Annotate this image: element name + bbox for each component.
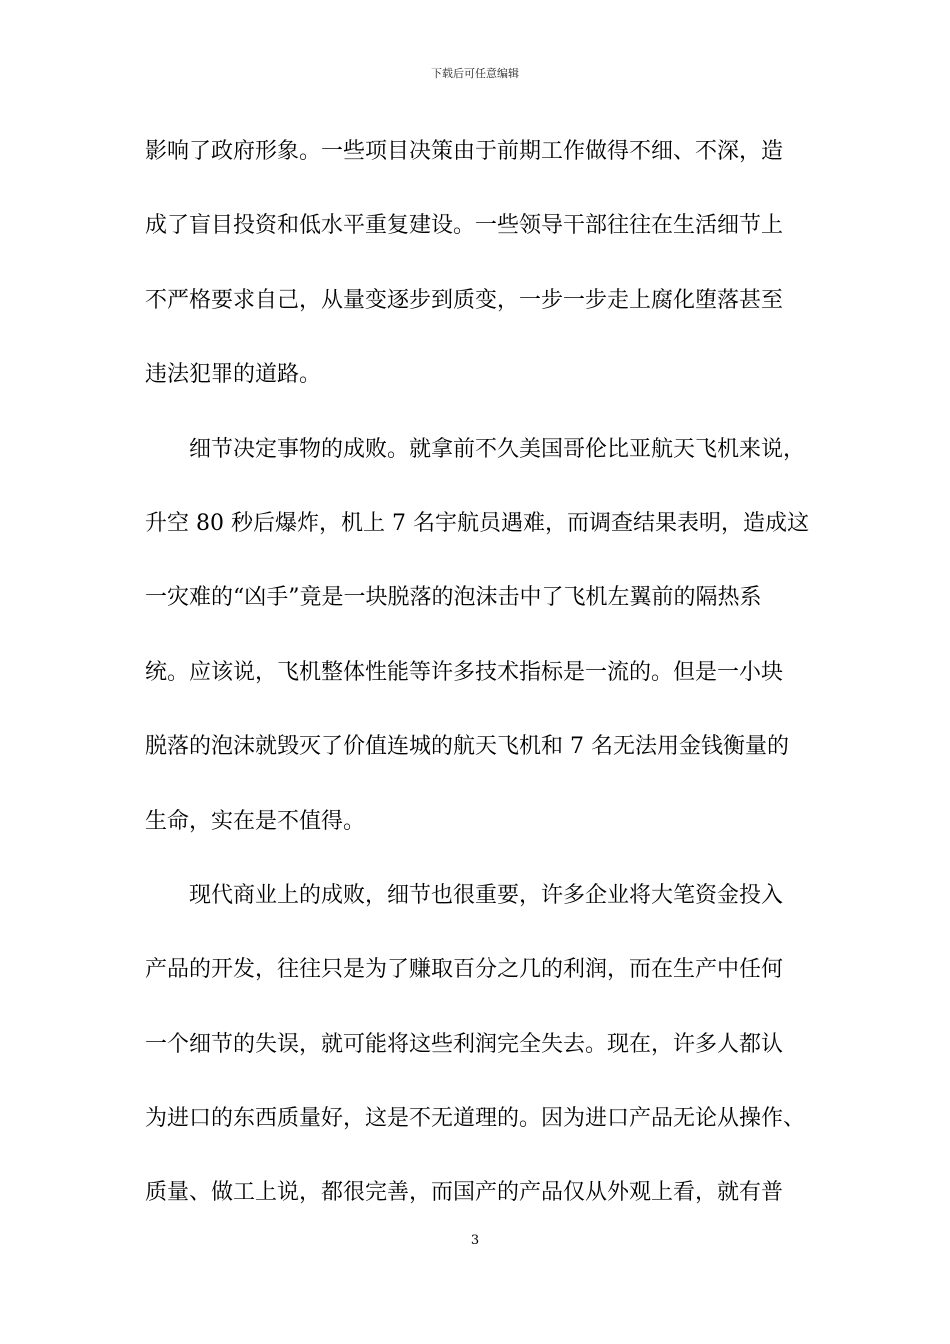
paragraph-start-line: 现代商业上的成败，细节也很重要，许多企业将大笔资金投入 bbox=[189, 882, 784, 908]
document-body bbox=[145, 132, 815, 1248]
text-line: 脱落的泡沫就毁灭了价值连城的航天飞机和 7 名无法用金钱衡量的 bbox=[145, 734, 789, 760]
page-header: 下载后可任意编辑 bbox=[431, 67, 519, 80]
text-line: 生命，实在是不值得。 bbox=[145, 808, 366, 834]
text-line: 影响了政府形象。一些项目决策由于前期工作做得不细、不深，造 bbox=[145, 139, 784, 164]
text-line: 不严格要求自己，从量变逐步到质变，一步一步走上腐化堕落甚至 bbox=[145, 287, 784, 313]
paragraph-start-line: 细节决定事物的成败。就拿前不久美国哥伦比亚航天飞机来说， bbox=[189, 436, 806, 462]
text-line: 质量、做工上说，都很完善，而国产的产品仅从外观上看，就有普 bbox=[145, 1180, 784, 1206]
text-line: 违法犯罪的道路。 bbox=[145, 362, 322, 388]
text-line: 统。应该说，飞机整体性能等许多技术指标是一流的。但是一小块 bbox=[145, 659, 784, 685]
text-line: 为进口的东西质量好，这是不无道理的。因为进口产品无论从操作、 bbox=[145, 1106, 806, 1132]
text-line: 成了盲目投资和低水平重复建设。一些领导干部往往在生活细节上 bbox=[145, 213, 784, 239]
text-line: 升空 80 秒后爆炸，机上 7 名宇航员遇难，而调查结果表明，造成这 bbox=[145, 510, 809, 536]
text-line: 产品的开发，往往只是为了赚取百分之几的利润，而在生产中任何 bbox=[145, 957, 784, 983]
page-number: 3 bbox=[470, 1233, 480, 1248]
text-line: 一个细节的失误，就可能将这些利润完全失去。现在，许多人都认 bbox=[145, 1031, 784, 1057]
text-line: 一灾难的“凶手”竟是一块脱落的泡沫击中了飞机左翼前的隔热系 bbox=[145, 585, 762, 611]
